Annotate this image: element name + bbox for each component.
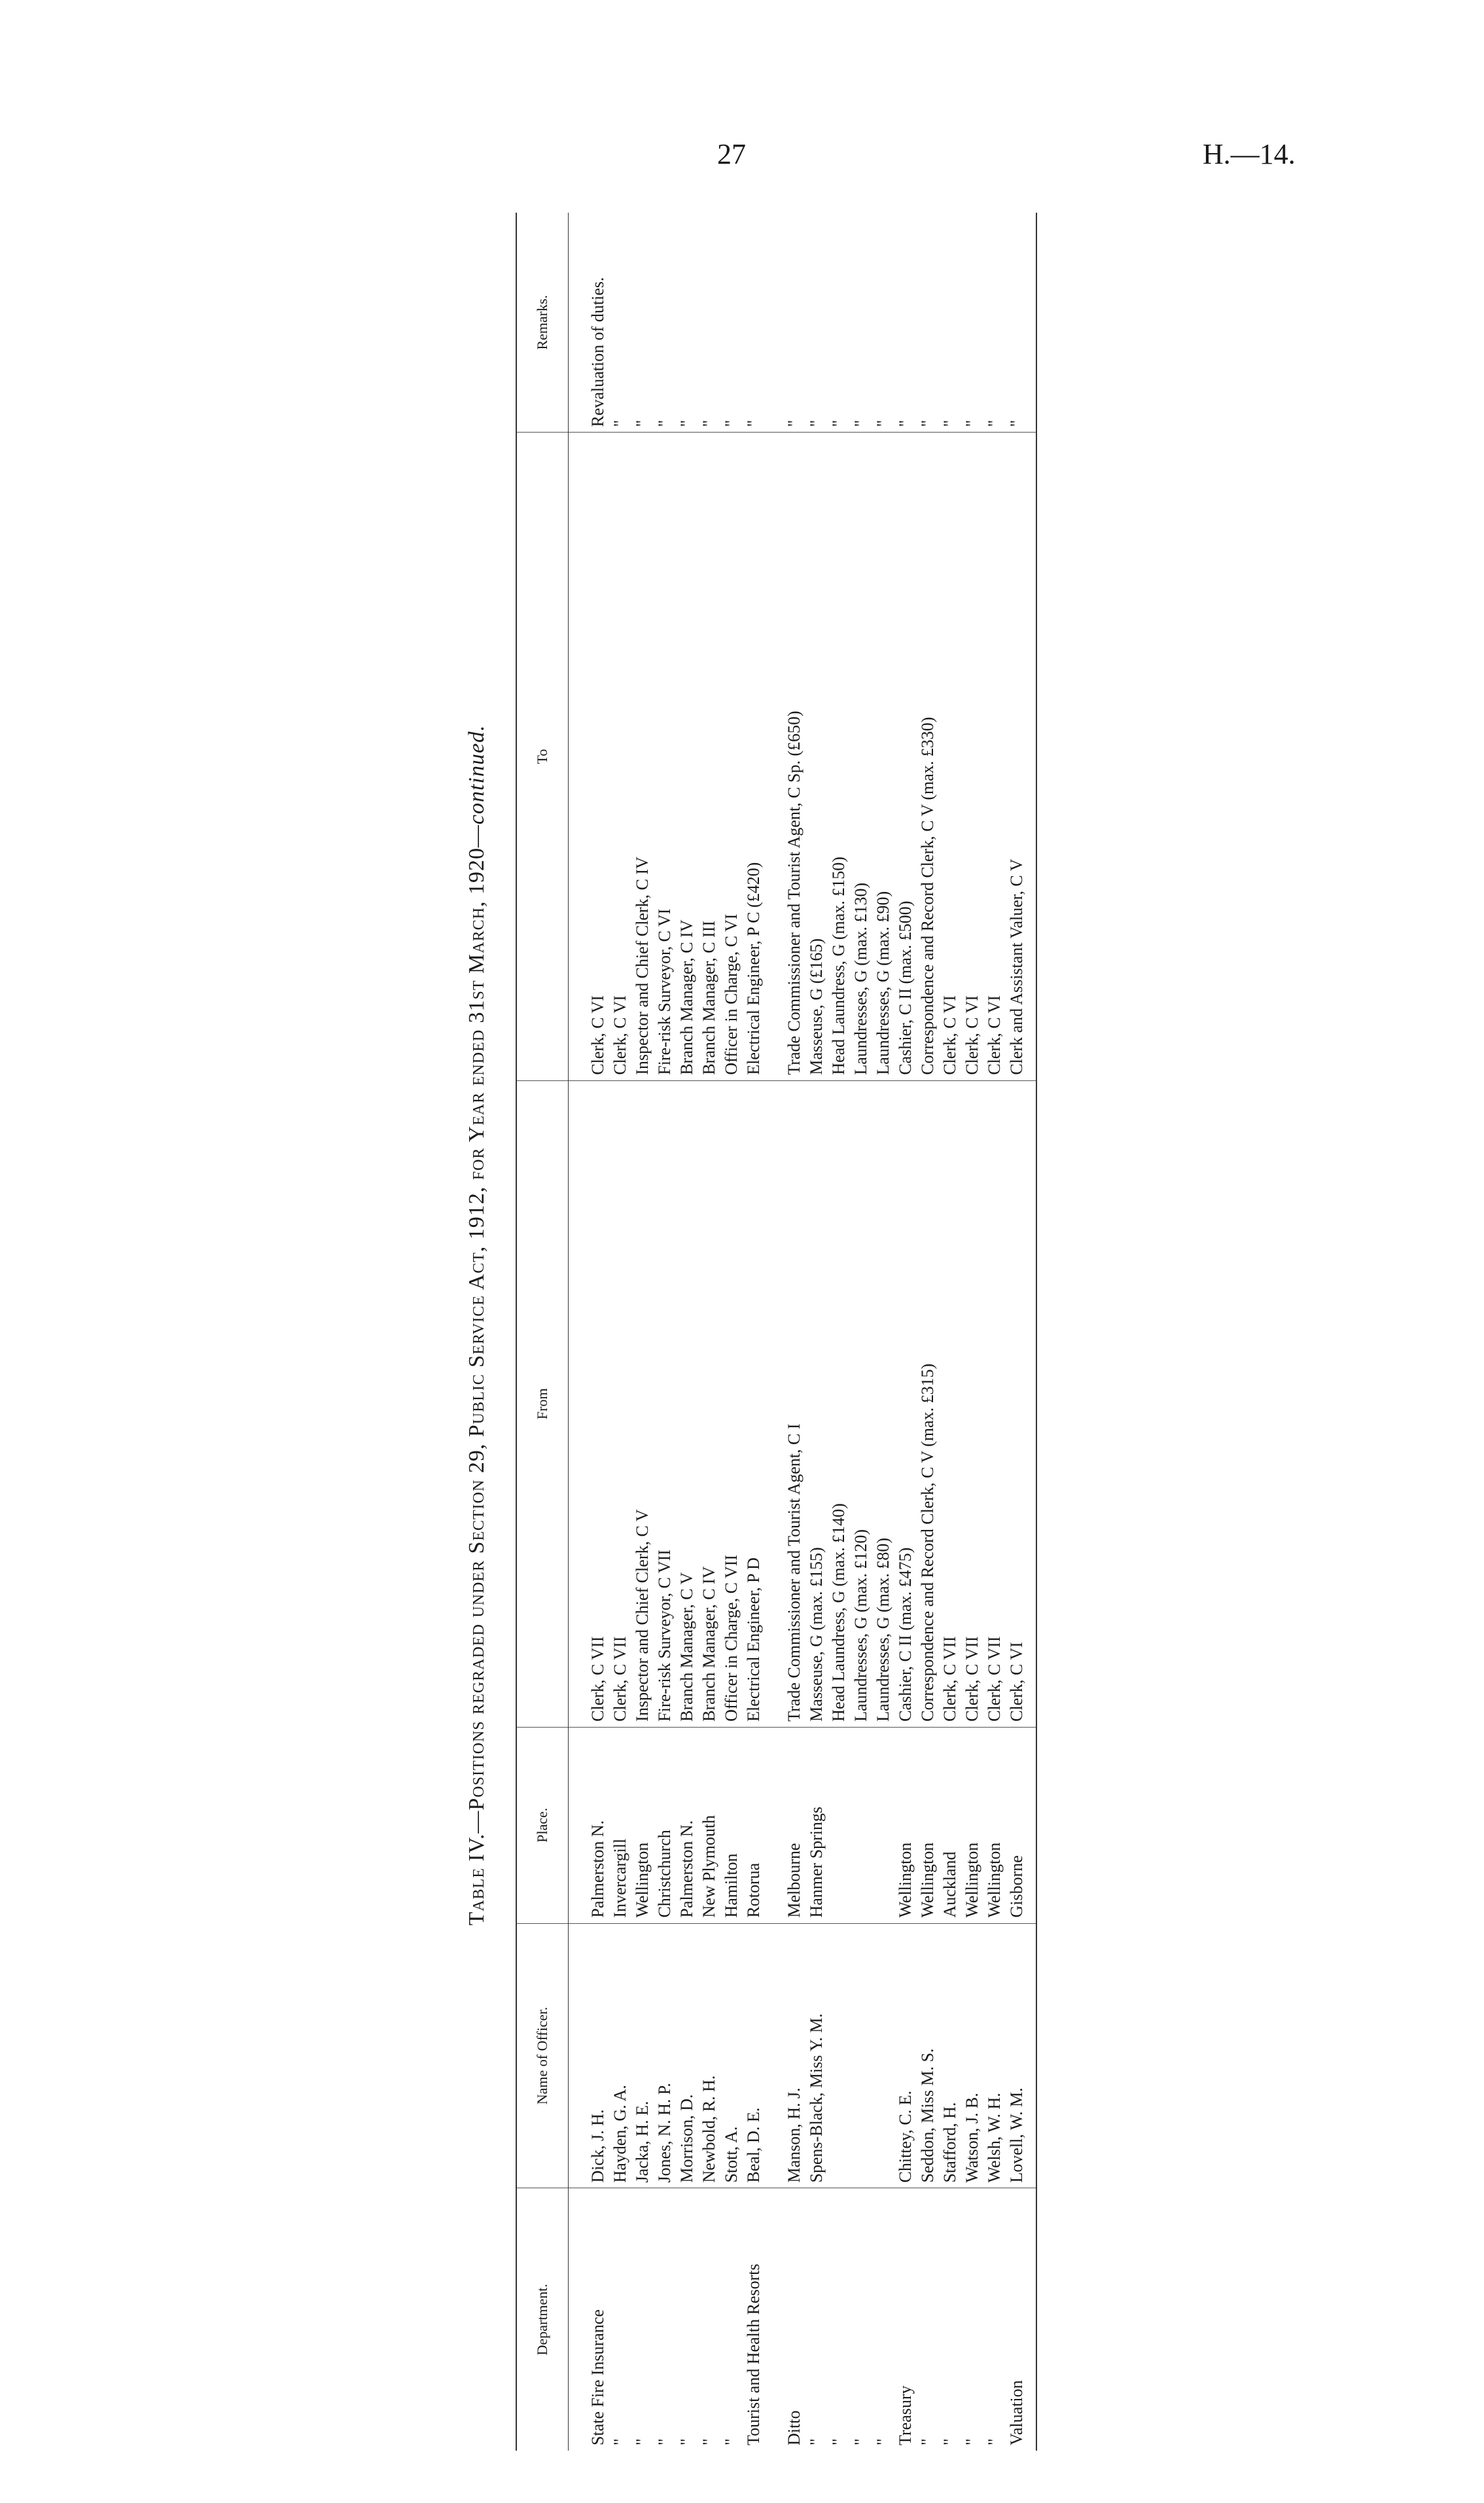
cell-to: Correspondence and Record Clerk, C V (max. £330): [917, 433, 939, 1080]
cell-officer: Spens-Black, Miss Y. M.: [805, 1923, 828, 2188]
cell-to: Masseuse, G (£165): [805, 433, 828, 1080]
cell-remarks: ": [918, 419, 937, 427]
cell-remarks: ": [722, 419, 741, 427]
cell-remarks: ": [807, 419, 826, 427]
cell-from: Laundresses, G (max. £80): [872, 1080, 894, 1727]
cell-from: Correspondence and Record Clerk, C V (max. £315): [917, 1080, 939, 1727]
cell-from: Clerk, C VII: [983, 1080, 1006, 1727]
cell-to: Clerk, C VI: [961, 433, 983, 1080]
cell-place: Invercargill: [609, 1727, 631, 1923]
table-row: [743, 213, 765, 2451]
cell-officer: Hayden, G. A.: [609, 1923, 631, 2188]
table-row: [676, 213, 698, 2451]
cell-department: Ditto: [783, 2188, 805, 2451]
page-number: 27: [717, 138, 746, 170]
cell-officer: Chittey, C. E.: [894, 1923, 917, 2188]
cell-to: Branch Manager, C IV: [676, 433, 698, 1080]
cell-from: Laundresses, G (max. £120): [850, 1080, 872, 1727]
cell-department: ": [698, 2188, 720, 2451]
cell-place: [872, 1727, 894, 1923]
cell-officer: [872, 1923, 894, 2188]
cell-officer: Stott, A.: [720, 1923, 743, 2188]
header-from: From: [516, 1080, 569, 1727]
table-row: [961, 213, 983, 2451]
cell-remarks: ": [1006, 213, 1036, 433]
spacer-row: [569, 213, 588, 2451]
cell-place: Hanmer Springs: [805, 1727, 828, 1923]
table-title-text: Table IV.—Positions regraded under Section 29, Public Service Act, 1912, for Year ended 31st March, 1920—: [465, 825, 489, 1926]
cell-department: ": [939, 2188, 961, 2451]
cell-department: ": [676, 2188, 698, 2451]
table-row: [805, 213, 828, 2451]
cell-officer: Newbold, R. H.: [698, 1923, 720, 2188]
cell-remarks: ": [985, 419, 1004, 427]
cell-officer: Watson, J. B.: [961, 1923, 983, 2188]
cell-to: Clerk, C VI: [609, 433, 631, 1080]
table-row: [828, 213, 850, 2451]
cell-remarks: ": [940, 419, 959, 427]
cell-remarks: ": [963, 419, 981, 427]
cell-to: Clerk, C VI: [587, 433, 609, 1080]
cell-from: Clerk, C VII: [961, 1080, 983, 1727]
cell-department: Treasury: [894, 2188, 917, 2451]
cell-from: Inspector and Chief Clerk, C V: [631, 1080, 654, 1727]
cell-to: Laundresses, G (max. £130): [850, 433, 872, 1080]
cell-to: Trade Commissioner and Tourist Agent, C Sp. (£650): [783, 433, 805, 1080]
table-header-row: [516, 213, 569, 2451]
table-row: [1006, 213, 1036, 2451]
cell-remarks: ": [896, 419, 915, 427]
cell-place: Rotorua: [743, 1727, 765, 1923]
cell-officer: [850, 1923, 872, 2188]
cell-department: ": [654, 2188, 676, 2451]
cell-to: Fire-risk Surveyor, C VI: [654, 433, 676, 1080]
cell-to: Electrical Engineer, P C (£420): [743, 433, 765, 1080]
cell-department: ": [850, 2188, 872, 2451]
table-row: [850, 213, 872, 2451]
table-row: [783, 213, 805, 2451]
cell-department: ": [720, 2188, 743, 2451]
cell-officer: Manson, H. J.: [783, 1923, 805, 2188]
cell-department: ": [828, 2188, 850, 2451]
cell-to: Officer in Charge, C VI: [720, 433, 743, 1080]
page-reference: H.—14.: [1203, 138, 1296, 170]
cell-from: Clerk, C VII: [609, 1080, 631, 1727]
cell-place: Hamilton: [720, 1727, 743, 1923]
table-row: [587, 213, 609, 2451]
cell-place: Wellington: [631, 1727, 654, 1923]
cell-department: ": [872, 2188, 894, 2451]
cell-remarks: ": [610, 419, 629, 427]
header-department: Department.: [516, 2188, 569, 2451]
cell-from: Officer in Charge, C VII: [720, 1080, 743, 1727]
cell-department: ": [917, 2188, 939, 2451]
cell-place: Wellington: [894, 1727, 917, 1923]
cell-department: ": [805, 2188, 828, 2451]
cell-department: Tourist and Health Resorts: [743, 2188, 765, 2451]
cell-from: Branch Manager, C V: [676, 1080, 698, 1727]
cell-place: Wellington: [961, 1727, 983, 1923]
table-title-suffix: continued.: [465, 724, 489, 825]
cell-officer: Jacka, H. E.: [631, 1923, 654, 2188]
cell-place: Gisborne: [1006, 1727, 1036, 1923]
cell-place: Christchurch: [654, 1727, 676, 1923]
cell-officer: Welsh, W. H.: [983, 1923, 1006, 2188]
cell-to: Head Laundress, G (max. £150): [828, 433, 850, 1080]
header-name-of-officer: Name of Officer.: [516, 1923, 569, 2188]
header-place: Place.: [516, 1727, 569, 1923]
cell-place: Melbourne: [783, 1727, 805, 1923]
cell-from: Masseuse, G (max. £155): [805, 1080, 828, 1727]
cell-department: State Fire Insurance: [587, 2188, 609, 2451]
cell-officer: Seddon, Miss M. S.: [917, 1923, 939, 2188]
table-row: [983, 213, 1006, 2451]
cell-remarks: ": [677, 419, 696, 427]
spacer-row: [765, 213, 783, 2451]
cell-officer: Beal, D. E.: [743, 1923, 765, 2188]
cell-from: Fire-risk Surveyor, C VII: [654, 1080, 676, 1727]
cell-to: Clerk, C VI: [939, 433, 961, 1080]
cell-to: Cashier, C II (max. £500): [894, 433, 917, 1080]
cell-from: Cashier, C II (max. £475): [894, 1080, 917, 1727]
cell-officer: Lovell, W. M.: [1006, 1923, 1036, 2188]
cell-to: Clerk, C VI: [983, 433, 1006, 1080]
cell-remarks: ": [699, 419, 718, 427]
cell-from: Head Laundress, G (max. £140): [828, 1080, 850, 1727]
table-row: [939, 213, 961, 2451]
cell-remarks: ": [874, 419, 892, 427]
cell-remarks: ": [655, 419, 674, 427]
cell-department: Valuation: [1006, 2188, 1036, 2451]
cell-from: Trade Commissioner and Tourist Agent, C I: [783, 1080, 805, 1727]
regraded-positions-table: [516, 213, 1037, 2451]
cell-officer: Dick, J. H.: [587, 1923, 609, 2188]
cell-from: Clerk, C VII: [587, 1080, 609, 1727]
cell-from: Clerk, C VII: [939, 1080, 961, 1727]
cell-place: Wellington: [917, 1727, 939, 1923]
table-title: [465, 147, 489, 2503]
cell-department: ": [961, 2188, 983, 2451]
cell-department: ": [631, 2188, 654, 2451]
cell-from: Branch Manager, C IV: [698, 1080, 720, 1727]
cell-remarks: ": [633, 419, 652, 427]
cell-place: [850, 1727, 872, 1923]
table-row: [720, 213, 743, 2451]
table-row: [894, 213, 917, 2451]
cell-from: Electrical Engineer, P D: [743, 1080, 765, 1727]
cell-remarks: ": [785, 419, 804, 427]
cell-department: ": [609, 2188, 631, 2451]
cell-remarks: ": [744, 419, 763, 427]
cell-officer: Morrison, D.: [676, 1923, 698, 2188]
cell-remarks: ": [829, 419, 848, 427]
cell-department: ": [983, 2188, 1006, 2451]
cell-to: Laundresses, G (max. £90): [872, 433, 894, 1080]
cell-place: Palmerston N.: [676, 1727, 698, 1923]
table-row: [609, 213, 631, 2451]
cell-to: Clerk and Assistant Valuer, C V: [1006, 433, 1036, 1080]
cell-place: Auckland: [939, 1727, 961, 1923]
cell-place: [828, 1727, 850, 1923]
cell-from: Clerk, C VI: [1006, 1080, 1036, 1727]
table-row: [698, 213, 720, 2451]
cell-to: Branch Manager, C III: [698, 433, 720, 1080]
table-row: [654, 213, 676, 2451]
cell-to: Inspector and Chief Clerk, C IV: [631, 433, 654, 1080]
cell-place: Wellington: [983, 1727, 1006, 1923]
header-to: To: [516, 433, 569, 1080]
cell-remarks: Revaluation of duties.: [588, 277, 607, 427]
header-remarks: Remarks.: [516, 213, 569, 433]
cell-officer: [828, 1923, 850, 2188]
cell-officer: Jones, N. H. P.: [654, 1923, 676, 2188]
table-row: [917, 213, 939, 2451]
table-row: [872, 213, 894, 2451]
cell-officer: Stafford, H.: [939, 1923, 961, 2188]
cell-place: New Plymouth: [698, 1727, 720, 1923]
cell-remarks: ": [851, 419, 870, 427]
rotated-table-region: [465, 147, 1040, 2503]
cell-place: Palmerston N.: [587, 1727, 609, 1923]
table-row: [631, 213, 654, 2451]
